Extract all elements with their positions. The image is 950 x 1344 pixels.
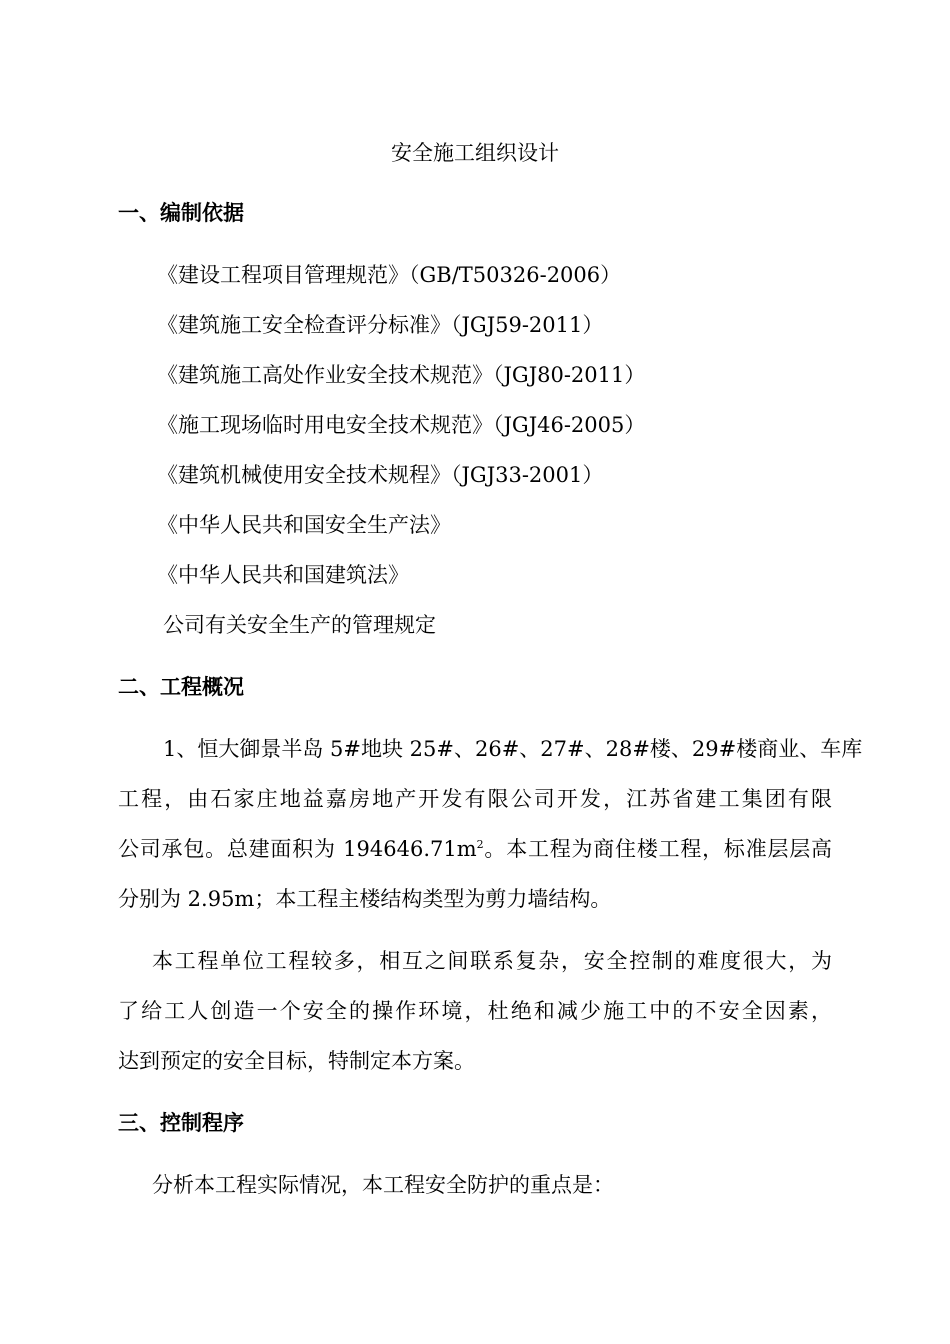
overview-paragraph-line: 1、恒大御景半岛 5#地块 25#、26#、27#、28#楼、29#楼商业、车库 [163, 737, 863, 761]
reference-item: 《中华人民共和国建筑法》 [157, 563, 409, 587]
reference-item: 《建筑机械使用安全技术规程》（JGJ33-2001） [157, 463, 604, 487]
reference-item: 《建设工程项目管理规范》（GB/T50326-2006） [157, 263, 622, 287]
section-heading-control: 三、控制程序 [118, 1111, 244, 1135]
section-heading-overview: 二、工程概况 [118, 675, 244, 699]
control-paragraph-line: 分析本工程实际情况，本工程安全防护的重点是： [152, 1173, 614, 1197]
reference-item: 《建筑施工安全检查评分标准》（JGJ59-2011） [157, 313, 604, 337]
superscript-two: 2 [476, 838, 484, 851]
reference-item: 公司有关安全生产的管理规定 [163, 613, 436, 637]
overview-paragraph-line: 本工程单位工程较多，相互之间联系复杂，安全控制的难度很大，为 [152, 949, 832, 973]
overview-paragraph-line: 达到预定的安全目标，特制定本方案。 [118, 1049, 475, 1073]
overview-area-text-rest: 。本工程为商住楼工程，标准层层高 [483, 837, 833, 861]
reference-item: 《施工现场临时用电安全技术规范》（JGJ46-2005） [157, 413, 646, 437]
section-heading-basis: 一、编制依据 [118, 201, 244, 225]
overview-paragraph-line: 了给工人创造一个安全的操作环境，杜绝和减少施工中的不安全因素， [118, 999, 832, 1023]
reference-item: 《建筑施工高处作业安全技术规范》（JGJ80-2011） [157, 363, 646, 387]
overview-area-text: 公司承包。总建面积为 194646.71m [118, 837, 477, 861]
reference-item: 《中华人民共和国安全生产法》 [157, 513, 451, 537]
overview-paragraph-line [118, 832, 832, 866]
document-title: 安全施工组织设计 [391, 141, 559, 165]
overview-paragraph-line: 工程，由石家庄地益嘉房地产开发有限公司开发，江苏省建工集团有限 [118, 787, 832, 811]
overview-paragraph-line: 分别为 2.95m；本工程主楼结构类型为剪力墙结构。 [118, 887, 612, 911]
